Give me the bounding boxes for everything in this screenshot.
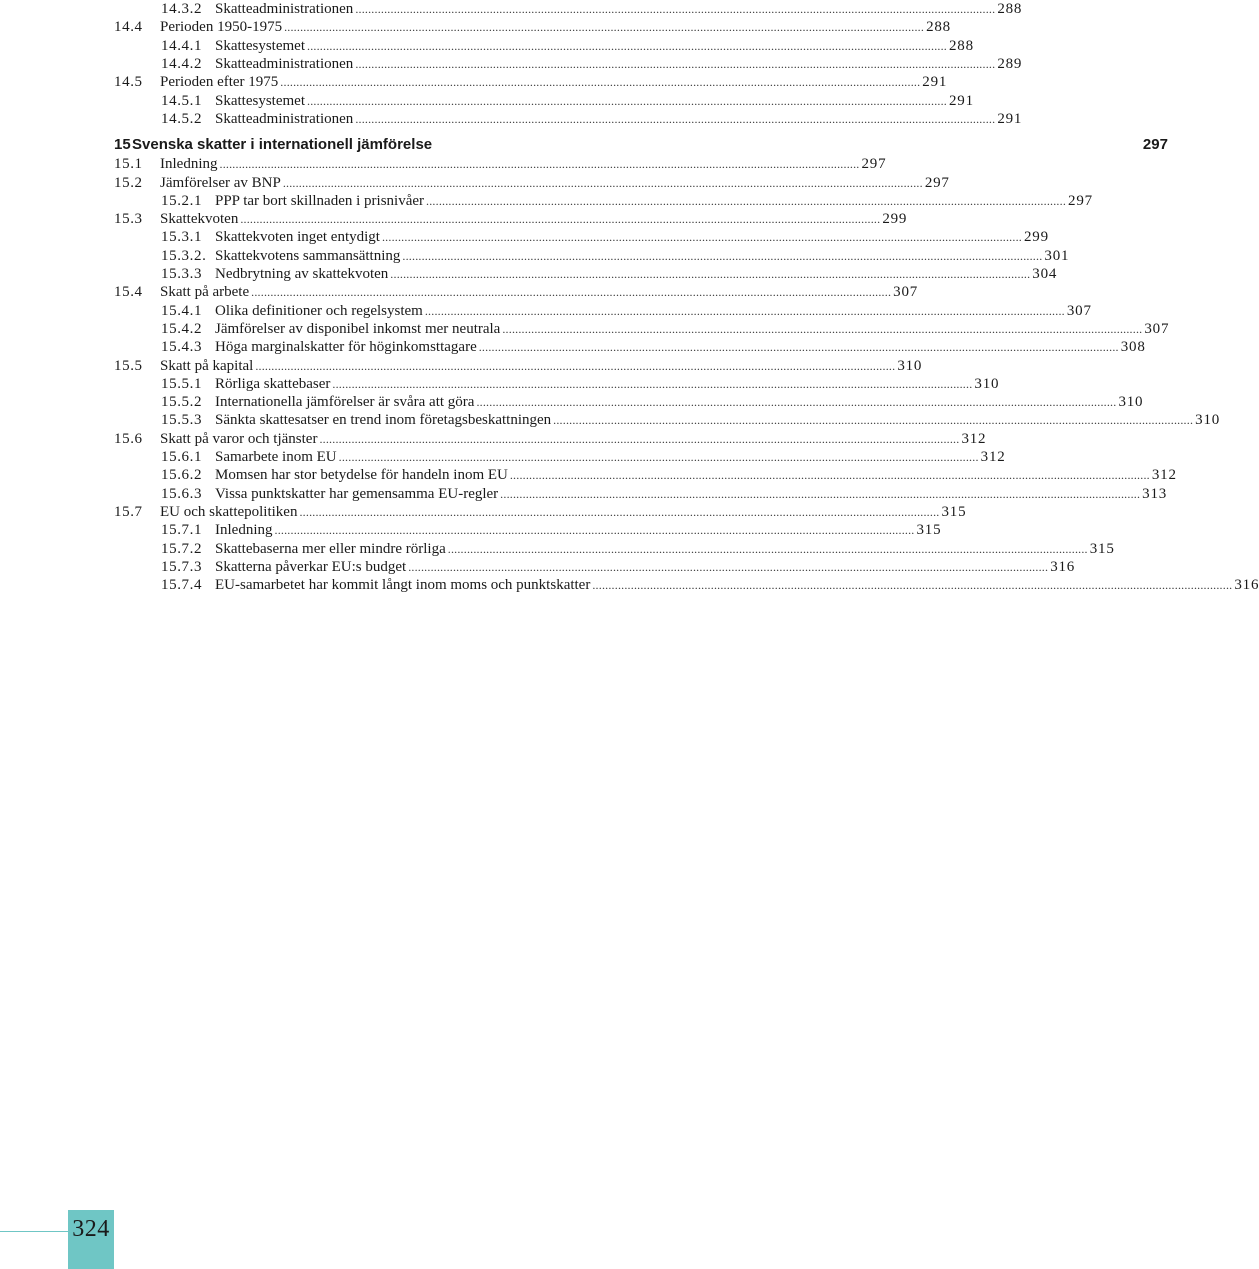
dot-leader: ........................................................................................................................................................................................................ [255,359,896,373]
toc-section-number: 15.6.1 [161,449,203,465]
toc-page-number: 297 [924,175,950,191]
dot-leader: ........................................................................................................................................................................................................ [355,57,996,71]
toc-entry-body [215,466,1177,484]
dot-leader: ........................................................................................................................................................................................................ [355,112,996,126]
toc-entry[interactable] [0,18,960,36]
toc-section-title: Inledning [215,522,273,538]
toc-entry[interactable] [0,174,960,192]
dot-leader: ........................................................................................................................................................................................................ [282,176,923,190]
toc-entry-body [160,357,923,375]
toc-entry-body [215,92,974,110]
page-number: 324 [72,1216,110,1242]
toc-entry[interactable] [0,55,1023,73]
toc-page-number: 291 [949,93,974,109]
toc-entry-body [132,136,1168,154]
toc-page-number: 297 [861,156,887,172]
toc-entry[interactable] [0,155,960,173]
toc-entry-body [160,174,950,192]
toc-section-number: 15.5.2 [161,394,203,410]
toc-section-title: Skatt på kapital [160,358,254,374]
toc-entry-body [215,110,1023,128]
toc-entry-body [215,540,1115,558]
toc-page-number: 301 [1044,248,1070,264]
toc-entry-body [215,411,1221,429]
toc-page-number: 316 [1050,559,1076,575]
toc-entry-body [215,192,1093,210]
toc-entry-body [215,302,1092,320]
toc-entry-body [215,320,1170,338]
toc-page-number: 310 [897,358,923,374]
toc-section-number: 15.7.3 [161,559,203,575]
dot-leader: ........................................................................................................................................................................................................ [338,450,979,464]
toc-page-number: 315 [941,504,967,520]
toc-entry[interactable] [0,558,1076,576]
dot-leader: ........................................................................................................................................................................................................ [424,304,1065,318]
toc-chapter-heading[interactable] [0,136,1168,154]
toc-section-number: 15.7.1 [161,522,203,538]
dot-leader: ........................................................................................................................................................................................................ [502,322,1143,336]
toc-section-title: Höga marginalskatter för höginkomsttagare [215,339,477,355]
toc-entry-body [160,155,887,173]
toc-page-number: 307 [1144,321,1170,337]
dot-leader: ........................................................................................................................................................................................................ [402,249,1043,263]
toc-section-title: PPP tar bort skillnaden i prisnivåer [215,193,425,209]
toc-entry-body [160,73,948,91]
toc-section-title: EU-samarbetet har kommit långt inom moms och punktskatter [215,577,591,593]
toc-page-number: 315 [916,522,942,538]
toc-section-number: 14.3.2 [161,1,203,17]
toc-section-title: Skattekvoten [160,211,239,227]
toc-section-number: 15.2 [114,175,143,191]
toc-page-number: 304 [1032,266,1058,282]
toc-entry-body [215,375,1000,393]
toc-entry[interactable] [0,357,960,375]
toc-entry-body [160,18,951,36]
toc-entry[interactable] [0,73,960,91]
toc-page-number: 299 [1023,229,1049,245]
toc-entry-body [215,558,1076,576]
toc-entry[interactable] [0,393,1144,411]
toc-section-number: 15.3 [114,211,143,227]
toc-section-number: 15.5.1 [161,376,203,392]
toc-entry[interactable] [0,302,1092,320]
toc-page-number: 313 [1142,486,1168,502]
toc-section-number: 15.4.1 [161,303,203,319]
toc-page-number: 291 [997,111,1023,127]
toc-section-number: 15.6.2 [161,467,203,483]
toc-entry[interactable] [0,485,1168,503]
toc-entry[interactable] [0,521,960,539]
toc-page-number: 299 [882,211,908,227]
toc-entry-body [215,393,1144,411]
toc-section-title: Skatteadministrationen [215,1,354,17]
toc-entry[interactable] [0,540,1115,558]
toc-entry[interactable] [0,192,1093,210]
dot-leader: ........................................................................................................................................................................................................ [274,523,915,537]
dot-leader: ........................................................................................................................................................................................................ [509,468,1150,482]
toc-entry-body [160,283,919,301]
toc-section-number: 15.7.2 [161,541,203,557]
toc-section-title: Skattekvotens sammansättning [215,248,401,264]
toc-section-number: 14.4.1 [161,38,203,54]
toc-entry[interactable] [0,576,1259,594]
toc-entry[interactable] [0,283,960,301]
toc-section-number: 14.4 [114,19,143,35]
dot-leader: ........................................................................................................................................................................................................ [408,560,1049,574]
toc-entry[interactable] [0,503,967,521]
toc-section-title: Skattebaserna mer eller mindre rörliga [215,541,446,557]
toc-section-number: 15.6 [114,431,143,447]
toc-section-number: 14.5 [114,74,143,90]
toc-entry-body [215,247,1070,265]
toc-section-title: Perioden 1950-1975 [160,19,283,35]
toc-section-title: Skattesystemet [215,93,305,109]
toc-entry-body [215,521,942,539]
dot-leader: ........................................................................................................................................................................................................ [355,2,996,16]
toc-entry[interactable] [0,0,1023,18]
toc-page-number: 291 [922,74,948,90]
toc-section-title: EU och skattepolitiken [160,504,298,520]
toc-section-title: Rörliga skattebaser [215,376,331,392]
toc-entry-body [215,228,1049,246]
toc-section-number: 15.2.1 [161,193,203,209]
dot-leader: ........................................................................................................................................................................................................ [240,212,881,226]
toc-section-number: 15.5 [114,358,143,374]
dot-leader: ........................................................................................................................................................................................................ [307,94,947,108]
toc-page-number: 310 [1118,394,1144,410]
toc-section-number: 14.5.2 [161,111,203,127]
toc-section-title: Skatteadministrationen [215,111,354,127]
toc-entry[interactable] [0,448,1006,466]
toc-section-number: 15.5.3 [161,412,203,428]
toc-entry[interactable] [0,37,974,55]
toc-section-title: Momsen har stor betydelse för handeln inom EU [215,467,508,483]
toc-entry-body [215,576,1259,594]
toc-section-number: 15.6.3 [161,486,203,502]
toc-entry-body [160,430,987,448]
toc-page-number: 297 [1068,193,1093,209]
dot-leader: ........................................................................................................................................................................................................ [251,285,892,299]
toc-section-title: Skattesystemet [215,38,305,54]
toc-entry-body [160,503,967,521]
toc-section-title: Internationella jämförelser är svåra att göra [215,394,475,410]
dot-leader: ........................................................................................................................................................................................................ [299,505,940,519]
toc-entry[interactable] [0,247,1070,265]
toc-page-number: 289 [997,56,1023,72]
toc-entry[interactable] [0,411,1221,429]
toc-section-title: Skatt på arbete [160,284,250,300]
toc-page-number: 312 [961,431,987,447]
toc-page-number: 288 [997,1,1023,17]
toc-entry[interactable] [0,210,960,228]
toc-page-number: 315 [1089,541,1115,557]
dot-leader: ........................................................................................................................................................................................................ [219,157,860,171]
toc-entry[interactable] [0,110,1023,128]
toc-section-title: Skattekvoten inget entydigt [215,229,380,245]
dot-leader: ........................................................................................................................................................................................................ [592,578,1233,592]
dot-leader: ........................................................................................................................................................................................................ [319,432,960,446]
toc-entry[interactable] [0,430,987,448]
toc-section-number: 15.3.2. [161,248,207,264]
toc-section-title: Skatterna påverkar EU:s budget [215,559,407,575]
toc-section-number: 15.1 [114,156,143,172]
toc-section-title: Perioden efter 1975 [160,74,279,90]
toc-entry[interactable] [0,375,1000,393]
toc-page-number: 308 [1120,339,1146,355]
toc-page-number: 310 [1195,412,1221,428]
toc-entry-body [160,210,908,228]
dot-leader: ........................................................................................................................................................................................................ [307,39,947,53]
dot-leader: ........................................................................................................................................................................................................ [284,20,925,34]
dot-leader: ........................................................................................................................................................................................................ [426,194,1067,208]
dot-leader: ........................................................................................................................................................................................................ [381,230,1022,244]
toc-section-number: 15.3.1 [161,229,203,245]
toc-page-number: 310 [974,376,1000,392]
toc-entry-body [215,265,1058,283]
toc-section-number: 15.7 [114,504,143,520]
toc-section-number: 15 [114,136,131,153]
toc-section-number: 14.4.2 [161,56,203,72]
page-number-rule [0,1231,68,1232]
toc-entry-body [215,37,974,55]
toc-section-title: Svenska skatter i internationell jämförelse [132,136,433,153]
toc-page-number: 312 [980,449,1006,465]
toc-page-number: 307 [893,284,919,300]
toc-page-number: 297 [1142,136,1168,153]
toc-entry[interactable] [0,228,1049,246]
toc-page-number: 288 [949,38,974,54]
toc-section-title: Olika definitioner och regelsystem [215,303,423,319]
toc-section-number: 15.3.3 [161,266,203,282]
toc-section-title: Vissa punktskatter har gemensamma EU-regler [215,486,499,502]
toc-section-number: 15.4.3 [161,339,203,355]
toc-section-title: Nedbrytning av skattekvoten [215,266,389,282]
toc-entry[interactable] [0,92,974,110]
toc-section-title: Skatteadministrationen [215,56,354,72]
toc-section-title: Jämförelser av BNP [160,175,281,191]
toc-section-number: 15.4.2 [161,321,203,337]
toc-page-number: 288 [926,19,951,35]
toc-page-number: 312 [1151,467,1177,483]
toc-section-number: 15.4 [114,284,143,300]
toc-entry-body [215,485,1168,503]
toc-section-number: 15.7.4 [161,577,203,593]
dot-leader: ........................................................................................................................................................................................................ [280,75,921,89]
toc-page-number: 307 [1066,303,1092,319]
dot-leader: ........................................................................................................................................................................................................ [478,340,1119,354]
toc-section-title: Sänkta skattesatser en trend inom företagsbeskattningen [215,412,552,428]
dot-leader: ........................................................................................................................................................................................................ [476,395,1117,409]
dot-leader: ........................................................................................................................................................................................................ [553,413,1194,427]
toc-section-number: 14.5.1 [161,93,203,109]
toc-entry[interactable] [0,466,1177,484]
toc-entry-body [215,0,1023,18]
toc-entry[interactable] [0,320,1170,338]
toc-entry-body [215,338,1146,356]
dot-leader: ........................................................................................................................................................................................................ [447,542,1088,556]
toc-entry[interactable] [0,265,1058,283]
dot-leader: ........................................................................................................................................................................................................ [390,267,1031,281]
toc-entry-body [215,448,1006,466]
toc-entry-body [215,55,1023,73]
toc-section-title: Inledning [160,156,218,172]
dot-leader: ........................................................................................................................................................................................................ [332,377,973,391]
toc-section-title: Skatt på varor och tjänster [160,431,318,447]
toc-entry[interactable] [0,338,1146,356]
toc-section-title: Jämförelser av disponibel inkomst mer neutrala [215,321,501,337]
toc-section-title: Samarbete inom EU [215,449,337,465]
dot-leader: ........................................................................................................................................................................................................ [500,487,1141,501]
toc-page-number: 316 [1234,577,1259,593]
